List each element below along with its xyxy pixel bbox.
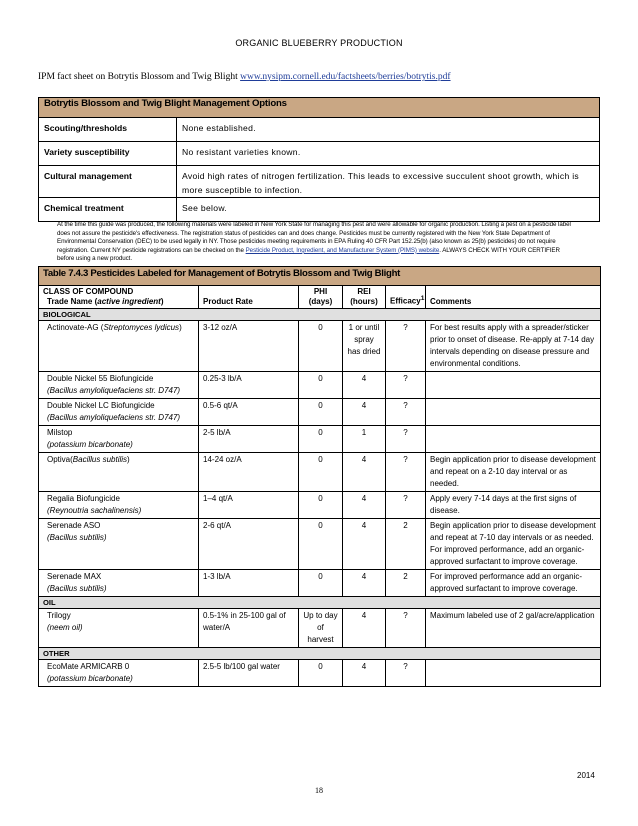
management-options-title: Botrytis Blossom and Twig Blight Management Options — [39, 98, 600, 118]
active-ingredient: (Bacillus amyloliquefaciens str. D747) — [47, 413, 181, 422]
trade-name: Serenade ASO — [47, 521, 101, 530]
pesticides-table-title: Table 7.4.3 Pesticides Labeled for Management of Botrytis Blossom and Twig Blight — [39, 267, 601, 286]
efficacy-cell: 2 — [386, 570, 426, 597]
table-row — [39, 198, 600, 222]
active-ingredient: (Reynoutria sachalinensis) — [47, 506, 142, 515]
phi-cell: 0 — [299, 570, 343, 597]
col-comments: Comments — [426, 286, 601, 309]
comments-cell — [426, 372, 601, 399]
comments-cell: Maximum labeled use of 2 gal/acre/application — [426, 609, 601, 648]
trade-name-cell — [39, 321, 199, 372]
rei-cell: 4 — [343, 453, 386, 492]
phi-cell: 0 — [299, 372, 343, 399]
trade-name-label: Trade Name ( — [47, 297, 98, 306]
section-label: BIOLOGICAL — [39, 309, 601, 321]
phi-cell: 0 — [299, 453, 343, 492]
trade-name-cell — [39, 570, 199, 597]
phi-label: PHI — [313, 287, 328, 296]
phi-cell: 0 — [299, 399, 343, 426]
phi-cell: 0 — [299, 660, 343, 687]
efficacy-cell: ? — [386, 492, 426, 519]
table-row — [39, 321, 601, 372]
col-efficacy — [386, 286, 426, 309]
efficacy-cell: ? — [386, 453, 426, 492]
section-row — [39, 309, 601, 321]
active-ingredient-label: active ingredient — [97, 297, 161, 306]
rei-cell: 4 — [343, 492, 386, 519]
table-row — [39, 166, 600, 198]
option-label: Variety susceptibility — [39, 142, 177, 166]
phi-cell: 0 — [299, 492, 343, 519]
product-rate-cell: 1-3 lb/A — [199, 570, 299, 597]
table-row — [39, 118, 600, 142]
option-value: No resistant varieties known. — [177, 142, 600, 166]
phi-cell: 0 — [299, 321, 343, 372]
active-ingredient: (Bacillus amyloliquefaciens str. D747) — [47, 386, 181, 395]
table-row — [39, 570, 601, 597]
active-ingredient-close: ) — [127, 455, 130, 464]
page-number: 18 — [315, 786, 323, 795]
rei-cell: 4 — [343, 519, 386, 570]
trade-name: Milstop — [47, 428, 73, 437]
col-product-rate: Product Rate — [199, 286, 299, 309]
col-trade-name — [39, 286, 199, 309]
rei-cell: 1 — [343, 426, 386, 453]
product-rate-cell: 0.5-1% in 25-100 gal of water/A — [199, 609, 299, 648]
note-text-end: . ALWAYS CHECK WITH YOUR CERTIFIER before using a new product. — [57, 246, 560, 263]
product-rate-cell: 14-24 oz/A — [199, 453, 299, 492]
table-row — [39, 426, 601, 453]
table-row — [39, 453, 601, 492]
option-label: Cultural management — [39, 166, 177, 198]
rei-cell: 4 — [343, 399, 386, 426]
trade-name: Trilogy — [47, 611, 71, 620]
management-options-table — [38, 97, 600, 222]
trade-name: Actinovate-AG ( — [47, 323, 104, 332]
section-row — [39, 597, 601, 609]
table-row — [39, 492, 601, 519]
efficacy-cell: ? — [386, 609, 426, 648]
comments-cell: For improved performance add an organic-approved surfactant to improve coverage. — [426, 570, 601, 597]
table-row — [39, 372, 601, 399]
active-ingredient: (Bacillus subtilis) — [47, 533, 107, 542]
class-of-compound-label: CLASS OF COMPOUND — [43, 287, 134, 296]
active-ingredient: Streptomyces lydicus — [103, 323, 180, 332]
option-label: Scouting/thresholds — [39, 118, 177, 142]
ipm-factsheet-line — [38, 72, 451, 82]
table-row — [39, 519, 601, 570]
rei-cell: 1 or until spray has dried — [343, 321, 386, 372]
product-rate-cell: 0.25-3 lb/A — [199, 372, 299, 399]
product-rate-cell: 1–4 qt/A — [199, 492, 299, 519]
comments-cell: Begin application prior to disease development and repeat on a 2-10 day interval or as needed. — [426, 453, 601, 492]
active-ingredient: (potassium bicarbonate) — [47, 674, 133, 683]
efficacy-cell: ? — [386, 321, 426, 372]
trade-name: Serenade MAX — [47, 572, 102, 581]
efficacy-label: Efficacy — [390, 297, 421, 306]
note-text: At the time this guide was produced, the following materials were labeled in New York State for managing this pest and were allowable for organic production. Listing a pest on a pesticide label does not assure the pesticide's effectiveness. The registration status of pesticides can and does change. Pesticides must be currently registered with the New York State Department of Environmental Conservation (DEC) to be used legally in NY. Those pesticides meeting requirements in EPA Ruling 40 CFR Part 152.25(b) (also known as 25(b) pesticides) do not require registration. Current NY pesticide registrations can be checked on the — [57, 221, 571, 254]
comments-cell — [426, 426, 601, 453]
option-label: Chemical treatment — [39, 198, 177, 222]
option-value: See below. — [177, 198, 600, 222]
trade-name: Optiva( — [47, 455, 73, 464]
phi-cell: Up to day of harvest — [299, 609, 343, 648]
column-headers — [39, 286, 601, 309]
product-rate-cell: 2.5-5 lb/100 gal water — [199, 660, 299, 687]
option-value: None established. — [177, 118, 600, 142]
table-row — [39, 142, 600, 166]
trade-name-cell — [39, 519, 199, 570]
efficacy-cell: ? — [386, 426, 426, 453]
comments-cell: For best results apply with a spreader/sticker prior to onset of disease. Re-apply at 7-14 day intervals depending on disease pressure and environmental conditions. — [426, 321, 601, 372]
pesticides-table — [38, 266, 601, 687]
rei-cell: 4 — [343, 372, 386, 399]
rei-unit: (hours) — [350, 297, 378, 306]
trade-name-cell — [39, 426, 199, 453]
active-ingredient-close: ) — [179, 323, 182, 332]
phi-unit: (days) — [308, 297, 333, 306]
active-ingredient: (Bacillus subtilis) — [47, 584, 107, 593]
trade-name: EcoMate ARMICARB 0 — [47, 662, 130, 671]
product-rate-cell: 0.5-6 qt/A — [199, 399, 299, 426]
trade-name-close: ) — [160, 297, 164, 306]
phi-cell: 0 — [299, 426, 343, 453]
comments-cell — [426, 660, 601, 687]
efficacy-cell: ? — [386, 372, 426, 399]
comments-cell: Begin application prior to disease development and repeat at 7-10 day intervals or as needed. For improved performance, add an organic-approved surfactant to improve coverage. — [426, 519, 601, 570]
efficacy-cell: ? — [386, 660, 426, 687]
comments-cell — [426, 399, 601, 426]
table-row — [39, 609, 601, 648]
efficacy-cell: 2 — [386, 519, 426, 570]
col-rei — [343, 286, 386, 309]
ipm-factsheet-text: IPM fact sheet on Botrytis Blossom and Twig Blight — [38, 72, 241, 82]
pims-link[interactable]: Pesticide Product, Ingredient, and Manufacturer System (PIMS) website — [245, 246, 440, 254]
rei-cell: 4 — [343, 660, 386, 687]
pesticides-table-body — [39, 309, 601, 687]
trade-name-cell — [39, 372, 199, 399]
section-label: OIL — [39, 597, 601, 609]
trade-name-cell — [39, 609, 199, 648]
footer-year: 2014 — [577, 771, 595, 780]
col-phi — [299, 286, 343, 309]
trade-name-cell — [39, 453, 199, 492]
comments-cell: Apply every 7-14 days at the first signs of disease. — [426, 492, 601, 519]
product-rate-cell: 2-6 qt/A — [199, 519, 299, 570]
trade-name-cell — [39, 660, 199, 687]
option-value: Avoid high rates of nitrogen fertilization. This leads to excessive succulent shoot growth, which is more susceptible to infection. — [177, 166, 600, 198]
active-ingredient: (potassium bicarbonate) — [47, 440, 133, 449]
active-ingredient: Bacillus subtilis — [72, 455, 128, 464]
trade-name-cell — [39, 399, 199, 426]
trade-name: Regalia Biofungicide — [47, 494, 120, 503]
active-ingredient: (neem oil) — [47, 623, 83, 632]
registration-note — [57, 221, 572, 264]
rei-cell: 4 — [343, 609, 386, 648]
trade-name: Double Nickel LC Biofungicide — [47, 401, 155, 410]
efficacy-footnote: 1 — [420, 295, 425, 303]
rei-label: REI — [357, 287, 371, 296]
running-header: ORGANIC BLUEBERRY PRODUCTION — [235, 38, 403, 48]
section-label: OTHER — [39, 648, 601, 660]
section-row — [39, 648, 601, 660]
rei-cell: 4 — [343, 570, 386, 597]
trade-name: Double Nickel 55 Biofungicide — [47, 374, 154, 383]
trade-name-cell — [39, 492, 199, 519]
table-row — [39, 660, 601, 687]
phi-cell: 0 — [299, 519, 343, 570]
ipm-factsheet-link[interactable]: www.nysipm.cornell.edu/factsheets/berries/botrytis.pdf — [240, 72, 451, 82]
product-rate-cell: 2-5 lb/A — [199, 426, 299, 453]
efficacy-cell: ? — [386, 399, 426, 426]
product-rate-cell: 3-12 oz/A — [199, 321, 299, 372]
table-row — [39, 399, 601, 426]
